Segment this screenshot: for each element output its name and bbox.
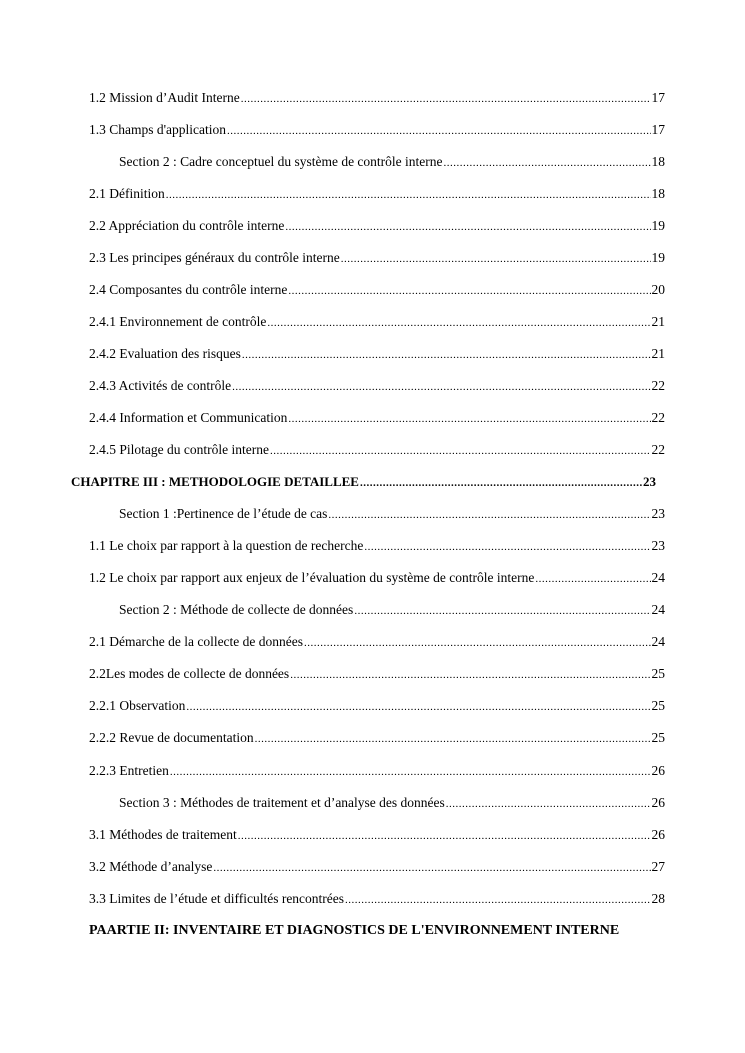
toc-entry-title: 2.2.2 Revue de documentation xyxy=(89,730,254,745)
toc-chapter-entry[interactable] xyxy=(71,474,656,491)
dot-leader xyxy=(354,603,650,619)
dot-leader xyxy=(288,411,650,427)
toc-entry-title: 2.1 Démarche de la collecte de données xyxy=(89,634,304,649)
toc-entry-page: 19 xyxy=(651,250,665,265)
toc-section-entry[interactable] xyxy=(119,154,665,171)
toc-entry-title: Section 2 : Cadre conceptuel du système de contrôle interne xyxy=(119,154,443,169)
toc-entry-title: 2.4.1 Environnement de contrôle xyxy=(89,314,267,329)
part-heading: PAARTIE II: INVENTAIRE ET DIAGNOSTICS DE L'ENVIRONNEMENT INTERNE xyxy=(89,923,620,938)
dot-leader xyxy=(238,828,651,844)
dot-leader xyxy=(255,731,651,747)
dot-leader xyxy=(213,860,650,876)
toc-entry[interactable] xyxy=(89,346,665,363)
toc-entry-title: 2.2Les modes de collecte de données xyxy=(89,666,290,681)
toc-entry[interactable] xyxy=(89,763,665,780)
toc-entry[interactable] xyxy=(89,859,665,876)
toc-entry-page: 18 xyxy=(651,186,665,201)
toc-entry-title: 2.2.3 Entretien xyxy=(89,763,169,778)
dot-leader xyxy=(345,892,650,908)
toc-entry-title: 1.2 Le choix par rapport aux enjeux de l’évaluation du système de contrôle interne xyxy=(89,570,535,585)
toc-section-entry[interactable] xyxy=(119,506,665,523)
toc-entry-page: 24 xyxy=(651,602,665,617)
dot-leader xyxy=(242,347,651,363)
dot-leader xyxy=(241,91,651,107)
toc-entry-page: 23 xyxy=(651,506,665,521)
toc-entry-title: Section 2 : Méthode de collecte de données xyxy=(119,602,354,617)
toc-entry-page: 24 xyxy=(651,634,665,649)
toc-entry-title: 3.2 Méthode d’analyse xyxy=(89,859,213,874)
dot-leader xyxy=(328,507,650,523)
toc-entry-page: 26 xyxy=(651,827,665,842)
toc-entry-page: 26 xyxy=(651,795,665,810)
dot-leader xyxy=(288,283,650,299)
toc-entry[interactable] xyxy=(89,90,665,107)
toc-entry-page: 19 xyxy=(651,218,665,233)
toc-entry-title: 2.4.3 Activités de contrôle xyxy=(89,378,232,393)
dot-leader xyxy=(360,475,642,491)
dot-leader xyxy=(232,379,650,395)
toc-entry-title: 2.2.1 Observation xyxy=(89,698,186,713)
toc-entry-page: 23 xyxy=(643,474,656,489)
toc-entry-page: 17 xyxy=(651,90,665,105)
toc-entry[interactable] xyxy=(89,827,665,844)
toc-entry-title: Section 1 :Pertinence de l’étude de cas xyxy=(119,506,328,521)
toc-section-entry[interactable] xyxy=(119,795,665,812)
dot-leader xyxy=(166,187,651,203)
toc-entry-title: 1.2 Mission d’Audit Interne xyxy=(89,90,240,105)
toc-entry-page: 20 xyxy=(651,282,665,297)
toc-entry[interactable] xyxy=(89,570,665,587)
toc-entry-page: 27 xyxy=(651,859,665,874)
toc-entry-title: 2.4 Composantes du contrôle interne xyxy=(89,282,288,297)
dot-leader xyxy=(290,667,650,683)
toc-entry[interactable] xyxy=(89,282,665,299)
toc-entry-page: 22 xyxy=(651,378,665,393)
toc-entry[interactable] xyxy=(89,538,665,555)
dot-leader xyxy=(170,764,651,780)
toc-entry-page: 25 xyxy=(651,666,665,681)
toc-entry-page: 23 xyxy=(651,538,665,553)
toc-entry-title: CHAPITRE III : METHODOLOGIE DETAILLEE xyxy=(71,474,359,489)
toc-entry[interactable] xyxy=(89,891,665,908)
toc-entry[interactable] xyxy=(89,122,665,139)
toc-entry-page: 21 xyxy=(651,346,665,361)
dot-leader xyxy=(285,219,650,235)
toc-entry[interactable] xyxy=(89,698,665,715)
toc-entry[interactable] xyxy=(89,634,665,651)
dot-leader xyxy=(364,539,650,555)
dot-leader xyxy=(444,155,651,171)
toc-entry[interactable] xyxy=(89,378,665,395)
dot-leader xyxy=(227,123,650,139)
dot-leader xyxy=(270,443,651,459)
dot-leader xyxy=(341,251,651,267)
toc-entry-title: 1.3 Champs d'application xyxy=(89,122,227,137)
toc-entry-page: 22 xyxy=(651,410,665,425)
toc-entry-title: 2.1 Définition xyxy=(89,186,165,201)
toc-entry-page: 25 xyxy=(651,730,665,745)
dot-leader xyxy=(267,315,650,331)
toc-entry[interactable] xyxy=(89,186,665,203)
toc-entry-page: 18 xyxy=(651,154,665,169)
toc-entry-page: 26 xyxy=(651,763,665,778)
toc-entry-page: 28 xyxy=(651,891,665,906)
toc-entry-page: 22 xyxy=(651,442,665,457)
toc-entry[interactable] xyxy=(89,442,665,459)
toc-entry-title: Section 3 : Méthodes de traitement et d’analyse des données xyxy=(119,795,445,810)
toc-entry-title: 2.3 Les principes généraux du contrôle interne xyxy=(89,250,340,265)
toc-entry[interactable] xyxy=(89,314,665,331)
toc-entry[interactable] xyxy=(89,410,665,427)
toc-entry-title: 2.2 Appréciation du contrôle interne xyxy=(89,218,285,233)
toc-entry-page: 25 xyxy=(651,698,665,713)
toc-entry-title: 1.1 Le choix par rapport à la question de recherche xyxy=(89,538,364,553)
dot-leader xyxy=(535,571,650,587)
toc-entry-title: 2.4.2 Evaluation des risques xyxy=(89,346,241,361)
toc-entry-page: 21 xyxy=(651,314,665,329)
toc-entry-page: 24 xyxy=(651,570,665,585)
toc-entry-title: 3.1 Méthodes de traitement xyxy=(89,827,237,842)
toc-entry-title: 3.3 Limites de l’étude et difficultés rencontrées xyxy=(89,891,345,906)
toc-entry[interactable] xyxy=(89,730,665,747)
dot-leader xyxy=(446,796,651,812)
toc-entry-title: 2.4.5 Pilotage du contrôle interne xyxy=(89,442,269,457)
toc-section-entry[interactable] xyxy=(119,602,665,619)
toc-entry-page: 17 xyxy=(651,122,665,137)
toc-entry[interactable] xyxy=(89,250,665,267)
toc-entry[interactable] xyxy=(89,666,665,683)
toc-entry[interactable] xyxy=(89,218,665,235)
toc-entry-title: 2.4.4 Information et Communication xyxy=(89,410,288,425)
dot-leader xyxy=(304,635,650,651)
dot-leader xyxy=(186,699,650,715)
